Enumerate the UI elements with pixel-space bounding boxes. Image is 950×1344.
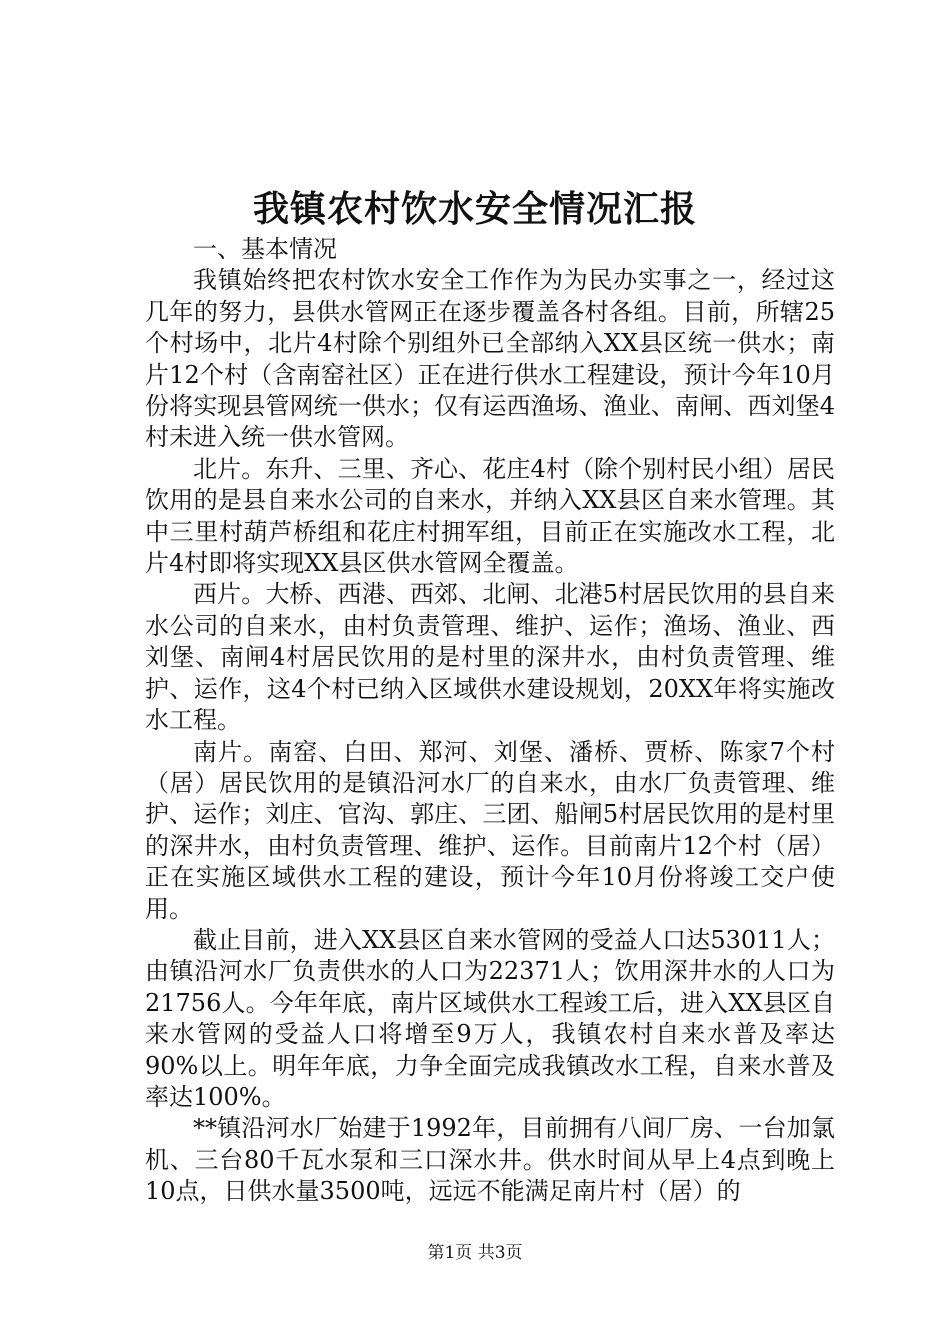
paragraph-west: 西片。大桥、西港、西郊、北闸、北港5村居民饮用的县自来水公司的自来水，由村负责管理、维护、运作；渔场、渔业、西刘堡、南闸4村居民饮用的是村里的深井水，由村负责管理、维护、运作，这4个村已纳入区域供水建设规划，20XX年将实施改水工程。 [145, 580, 835, 735]
document-body [145, 234, 835, 1208]
paragraph-north: 北片。东升、三里、齐心、花庄4村（除个别村民小组）居民饮用的是县自来水公司的自来水，并纳入XX县区自来水管理。其中三里村葫芦桥组和花庄村拥军组，目前正在实施改水工程，北片4村即将实现XX县区供水管网全覆盖。 [145, 454, 835, 578]
document-title: 我镇农村饮水安全情况汇报 [252, 188, 697, 230]
page-footer: 第1页 共3页 [427, 1243, 523, 1263]
paragraph-south: 南片。南窑、白田、郑河、刘堡、潘桥、贾桥、陈家7个村（居）居民饮用的是镇沿河水厂的自来水，由水厂负责管理、维护、运作；刘庄、官沟、郭庄、三团、船闸5村居民饮用的是村里的深井水，由村负责管理、维护、运作。目前南片12个村（居）正在实施区域供水工程的建设，预计今年10月份将竣工交户使用。 [145, 737, 835, 923]
paragraph-waterworks: **镇沿河水厂始建于1992年，目前拥有八间厂房、一台加氯机、三台80千瓦水泵和三口深水井。供水时间从早上4点到晚上10点，日供水量3500吨，远远不能满足南片村（居）的 [145, 1114, 835, 1206]
paragraph-intro: 我镇始终把农村饮水安全工作作为为民办实事之一，经过这几年的努力，县供水管网正在逐步覆盖各村各组。目前，所辖25个村场中，北片4村除个别组外已全部纳入XX县区统一供水；南片12个村（含南窑社区）正在进行供水工程建设，预计今年10月份将实现县管网统一供水；仅有运西渔场、渔业、南闸、西刘堡4村未进入统一供水管网。 [145, 266, 835, 452]
section-heading: 一、基本情况 [193, 235, 337, 263]
paragraph-statistics: 截止目前，进入XX县区自来水管网的受益人口达53011人；由镇沿河水厂负责供水的人口为22371人；饮用深井水的人口为21756人。今年年底，南片区域供水工程竣工后，进入XX县区自来水管网的受益人口将增至9万人，我镇农村自来水普及率达90%以上。明年年底，力争全面完成我镇改水工程，自来水普及率达100%。 [145, 925, 835, 1111]
